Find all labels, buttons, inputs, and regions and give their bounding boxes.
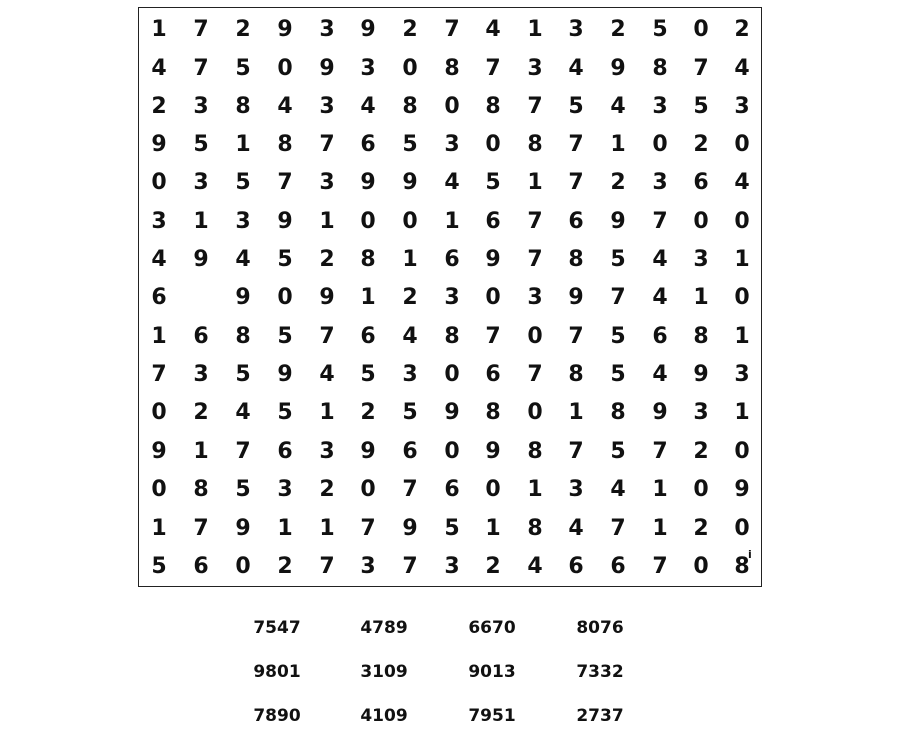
grid-cell: 9 (402, 516, 418, 541)
grid-cell: 0 (734, 516, 750, 541)
grid-cell: 0 (277, 285, 293, 310)
grid-cell: 1 (734, 247, 750, 272)
grid-cell: 5 (610, 324, 626, 349)
grid-cell: 9 (693, 362, 709, 387)
grid-cell: 8 (527, 132, 543, 157)
grid-cell: 1 (527, 170, 543, 195)
grid-cell: 4 (485, 17, 501, 42)
grid-cell: 0 (151, 400, 167, 425)
grid-cell: 1 (402, 247, 418, 272)
grid-cell: 1 (527, 477, 543, 502)
grid-cell: 7 (402, 477, 418, 502)
grid-cell: 9 (402, 170, 418, 195)
grid-cell: 4 (527, 554, 543, 579)
grid-cell: 2 (610, 170, 626, 195)
grid-cell: 5 (235, 477, 251, 502)
grid-cell: 2 (360, 400, 376, 425)
grid-cell: 5 (693, 94, 709, 119)
grid-cell: 1 (444, 209, 460, 234)
grid-cell: 3 (652, 170, 668, 195)
grid-cell: 3 (402, 362, 418, 387)
grid-cell: 7 (610, 285, 626, 310)
grid-cell: 7 (527, 209, 543, 234)
grid-cell: 6 (610, 554, 626, 579)
grid-cell: 0 (485, 285, 501, 310)
grid-cell: 2 (610, 17, 626, 42)
grid-cell: 3 (527, 285, 543, 310)
grid-cell: 7 (568, 324, 584, 349)
grid-cell: 4 (652, 362, 668, 387)
grid-cell: 8 (277, 132, 293, 157)
grid-cell: 3 (693, 400, 709, 425)
grid-cell: 1 (319, 516, 335, 541)
grid-cell: 0 (360, 209, 376, 234)
grid-cell: 5 (277, 247, 293, 272)
grid-cell: 5 (151, 554, 167, 579)
grid-cell: 6 (193, 324, 209, 349)
search-word: 9013 (468, 662, 516, 682)
grid-cell: 8 (193, 477, 209, 502)
grid-cell: 3 (193, 362, 209, 387)
grid-cell: 0 (360, 477, 376, 502)
corner-mark: i (748, 548, 752, 561)
search-word: 9801 (253, 662, 301, 682)
grid-cell: 3 (568, 477, 584, 502)
grid-cell: 7 (235, 439, 251, 464)
grid-cell: 1 (319, 400, 335, 425)
grid-cell: 5 (235, 56, 251, 81)
grid-cell: 3 (277, 477, 293, 502)
grid-cell: 1 (527, 17, 543, 42)
grid-cell: 9 (652, 400, 668, 425)
grid-cell: 2 (235, 17, 251, 42)
search-word: 6670 (468, 618, 516, 638)
grid-cell: 9 (277, 17, 293, 42)
grid-cell: 8 (693, 324, 709, 349)
grid-cell: 9 (360, 439, 376, 464)
grid-cell: 2 (693, 439, 709, 464)
grid-cell: 5 (277, 324, 293, 349)
grid-cell: 4 (319, 362, 335, 387)
grid-cell: 7 (277, 170, 293, 195)
grid-cell: 5 (652, 17, 668, 42)
grid-cell: 4 (360, 94, 376, 119)
grid-cell: 9 (610, 209, 626, 234)
grid-cell: 3 (319, 94, 335, 119)
grid-cell: 7 (151, 362, 167, 387)
search-word: 7890 (253, 706, 301, 726)
grid-cell: 2 (693, 516, 709, 541)
grid-cell: 6 (485, 362, 501, 387)
grid-cell: 7 (527, 247, 543, 272)
grid-cell: 5 (444, 516, 460, 541)
grid-cell: 8 (568, 247, 584, 272)
grid-cell: 5 (277, 400, 293, 425)
grid-cell: 4 (610, 94, 626, 119)
grid-cell: 2 (734, 17, 750, 42)
grid-cell: 1 (193, 439, 209, 464)
grid-cell: 9 (277, 209, 293, 234)
grid-cell: 0 (652, 132, 668, 157)
grid-cell: 5 (193, 132, 209, 157)
grid-cell: 2 (319, 477, 335, 502)
grid-cell: 5 (360, 362, 376, 387)
grid-cell: 3 (360, 56, 376, 81)
grid-cell: 1 (485, 516, 501, 541)
grid-cell: 9 (360, 17, 376, 42)
grid-cell: 4 (652, 285, 668, 310)
grid-cell: 3 (734, 362, 750, 387)
grid-cell: 4 (235, 400, 251, 425)
grid-cell: 4 (151, 56, 167, 81)
grid-cell: 1 (235, 132, 251, 157)
grid-cell: 0 (734, 285, 750, 310)
search-word: 4109 (360, 706, 408, 726)
grid-cell: 6 (402, 439, 418, 464)
grid-cell: 8 (652, 56, 668, 81)
grid-cell: 4 (568, 516, 584, 541)
grid-cell: 3 (444, 554, 460, 579)
grid-cell: 1 (360, 285, 376, 310)
grid-cell: 3 (193, 94, 209, 119)
grid-cell: 4 (652, 247, 668, 272)
grid-cell: 7 (527, 362, 543, 387)
grid-cell: 7 (485, 324, 501, 349)
grid-cell: 0 (444, 94, 460, 119)
grid-cell: 5 (235, 362, 251, 387)
grid-cell: 0 (444, 439, 460, 464)
grid-cell: 8 (734, 554, 750, 579)
grid-cell: 2 (151, 94, 167, 119)
grid-cell: 9 (568, 285, 584, 310)
grid-cell: 3 (319, 439, 335, 464)
grid-cell: 7 (568, 439, 584, 464)
grid-cell: 8 (402, 94, 418, 119)
grid-cell: 2 (277, 554, 293, 579)
grid-cell: 3 (734, 94, 750, 119)
grid-cell: 9 (360, 170, 376, 195)
grid-cell: 3 (652, 94, 668, 119)
grid-cell: 1 (734, 324, 750, 349)
grid-cell: 0 (693, 17, 709, 42)
grid-cell: 9 (610, 56, 626, 81)
grid-cell: 8 (485, 94, 501, 119)
grid-cell: 4 (734, 170, 750, 195)
grid-cell: 7 (568, 170, 584, 195)
grid-cell: 3 (319, 170, 335, 195)
grid-cell: 1 (151, 17, 167, 42)
grid-cell: 2 (402, 285, 418, 310)
search-word: 2737 (576, 706, 624, 726)
grid-cell: 3 (444, 132, 460, 157)
grid-cell: 8 (360, 247, 376, 272)
grid-cell: 7 (193, 17, 209, 42)
grid-cell: 0 (485, 477, 501, 502)
grid-cell: 6 (444, 477, 460, 502)
search-word: 8076 (576, 618, 624, 638)
grid-cell: 1 (568, 400, 584, 425)
grid-cell (186, 283, 216, 313)
grid-cell: 9 (151, 439, 167, 464)
search-word: 4789 (360, 618, 408, 638)
grid-cell: 4 (610, 477, 626, 502)
grid-cell: 6 (568, 209, 584, 234)
grid-cell: 4 (235, 247, 251, 272)
search-word: 3109 (360, 662, 408, 682)
grid-cell: 0 (734, 439, 750, 464)
grid-cell: 1 (193, 209, 209, 234)
grid-cell: 3 (568, 17, 584, 42)
grid-cell: 9 (485, 247, 501, 272)
grid-cell: 1 (693, 285, 709, 310)
grid-cell: 6 (485, 209, 501, 234)
grid-cell: 6 (652, 324, 668, 349)
grid-cell: 2 (693, 132, 709, 157)
grid-cell: 8 (610, 400, 626, 425)
grid-cell: 4 (444, 170, 460, 195)
grid-cell: 5 (610, 362, 626, 387)
grid-cell: 5 (610, 247, 626, 272)
grid-cell: 2 (319, 247, 335, 272)
grid-cell: 8 (235, 324, 251, 349)
grid-cell: 0 (693, 209, 709, 234)
grid-cell: 7 (610, 516, 626, 541)
grid-cell: 7 (652, 209, 668, 234)
grid-cell: 2 (485, 554, 501, 579)
grid-cell: 1 (151, 324, 167, 349)
grid-cell: 6 (568, 554, 584, 579)
grid-cell: 0 (151, 170, 167, 195)
grid-cell: 0 (402, 56, 418, 81)
grid-cell: 5 (610, 439, 626, 464)
grid-cell: 1 (652, 516, 668, 541)
grid-cell: 1 (151, 516, 167, 541)
grid-cell: 5 (402, 400, 418, 425)
grid-cell: 0 (693, 554, 709, 579)
search-word: 7547 (253, 618, 301, 638)
grid-cell: 1 (734, 400, 750, 425)
grid-cell: 8 (485, 400, 501, 425)
grid-cell: 5 (235, 170, 251, 195)
grid-cell: 0 (277, 56, 293, 81)
grid-cell: 9 (151, 132, 167, 157)
grid-cell: 9 (277, 362, 293, 387)
grid-cell: 5 (402, 132, 418, 157)
grid-cell: 4 (568, 56, 584, 81)
grid-cell: 2 (193, 400, 209, 425)
grid-cell: 9 (444, 400, 460, 425)
grid-cell: 7 (485, 56, 501, 81)
grid-cell: 7 (193, 516, 209, 541)
grid-cell: 3 (193, 170, 209, 195)
grid-cell: 0 (235, 554, 251, 579)
grid-cell: 7 (568, 132, 584, 157)
grid-cell: 0 (527, 400, 543, 425)
grid-cell: 8 (527, 439, 543, 464)
grid-cell: 0 (485, 132, 501, 157)
grid-cell: 7 (402, 554, 418, 579)
grid-cell: 3 (319, 17, 335, 42)
grid-cell: 7 (527, 94, 543, 119)
grid-cell: 1 (610, 132, 626, 157)
grid-cell: 7 (693, 56, 709, 81)
grid-cell: 8 (235, 94, 251, 119)
grid-cell: 6 (151, 285, 167, 310)
grid-cell: 9 (734, 477, 750, 502)
grid-cell: 7 (652, 439, 668, 464)
grid-cell: 6 (360, 132, 376, 157)
grid-cell: 7 (444, 17, 460, 42)
grid-cell: 6 (360, 324, 376, 349)
grid-cell: 0 (444, 362, 460, 387)
grid-cell: 4 (402, 324, 418, 349)
grid-cell: 9 (235, 285, 251, 310)
grid-cell: 9 (319, 56, 335, 81)
grid-cell: 7 (193, 56, 209, 81)
grid-cell: 6 (193, 554, 209, 579)
grid-cell: 3 (360, 554, 376, 579)
grid-cell: 0 (151, 477, 167, 502)
grid-cell: 0 (734, 209, 750, 234)
grid-cell: 4 (151, 247, 167, 272)
search-word: 7332 (576, 662, 624, 682)
grid-cell: 9 (193, 247, 209, 272)
grid-cell: 3 (235, 209, 251, 234)
grid-cell: 7 (360, 516, 376, 541)
grid-cell: 6 (277, 439, 293, 464)
grid-cell: 3 (693, 247, 709, 272)
grid-cell: 4 (277, 94, 293, 119)
grid-cell: 0 (402, 209, 418, 234)
grid-cell: 9 (319, 285, 335, 310)
grid-cell: 6 (693, 170, 709, 195)
grid-cell: 7 (652, 554, 668, 579)
grid-cell: 0 (734, 132, 750, 157)
grid-cell: 1 (277, 516, 293, 541)
grid-cell: 6 (444, 247, 460, 272)
grid-cell: 3 (444, 285, 460, 310)
grid-cell: 7 (319, 132, 335, 157)
grid-cell: 0 (527, 324, 543, 349)
number-search-grid (138, 7, 762, 587)
search-word: 7951 (468, 706, 516, 726)
grid-cell: 4 (734, 56, 750, 81)
grid-cell: 3 (527, 56, 543, 81)
grid-cell: 1 (652, 477, 668, 502)
grid-cell: 8 (444, 324, 460, 349)
grid-cell: 5 (568, 94, 584, 119)
grid-cell: 9 (485, 439, 501, 464)
grid-cell: 8 (527, 516, 543, 541)
grid-cell: 7 (319, 554, 335, 579)
grid-cell: 7 (319, 324, 335, 349)
grid-cell: 3 (151, 209, 167, 234)
grid-cell: 1 (319, 209, 335, 234)
grid-cell: 0 (693, 477, 709, 502)
grid-cell: 9 (235, 516, 251, 541)
grid-cell: 8 (444, 56, 460, 81)
grid-cell: 2 (402, 17, 418, 42)
grid-cell: 8 (568, 362, 584, 387)
grid-cell: 5 (485, 170, 501, 195)
